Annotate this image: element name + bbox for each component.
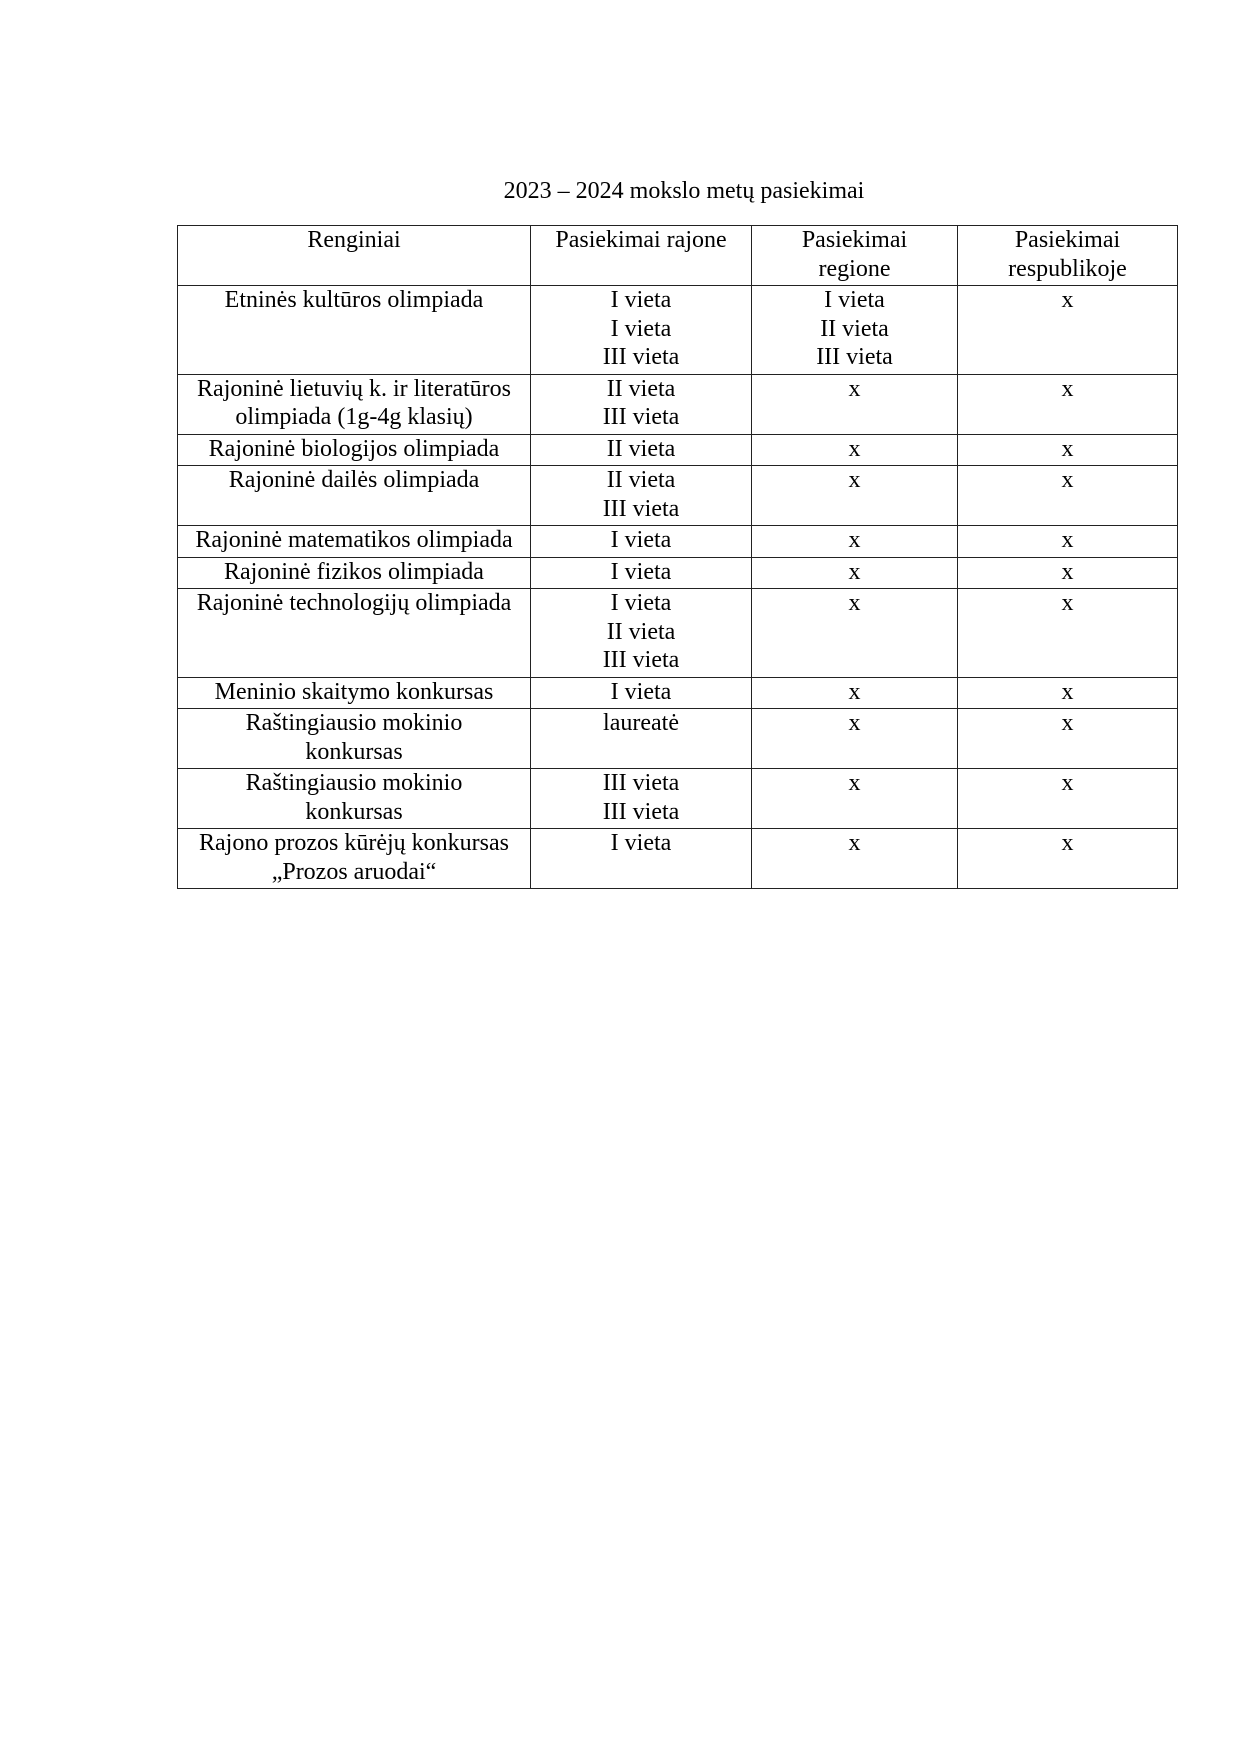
cell-line: respublikoje: [1008, 255, 1127, 282]
region-result-cell: [752, 286, 958, 375]
cell-line: III vieta: [602, 770, 680, 796]
region-result-cell: [752, 374, 958, 434]
event-cell: [178, 677, 531, 709]
cell-line: x: [848, 590, 861, 616]
cell-line: II vieta: [820, 315, 889, 342]
republic-result-cell: [958, 677, 1178, 709]
event-cell: [178, 434, 531, 466]
cell-line: Meninio skaitymo konkursas: [214, 678, 494, 705]
cell-line: Etninės kultūros olimpiada: [224, 287, 484, 313]
district-result-cell: [531, 434, 752, 466]
republic-result-cell: [958, 829, 1178, 889]
district-result-cell: [531, 829, 752, 889]
cell-line: I vieta: [610, 590, 672, 616]
district-result-cell: [531, 286, 752, 375]
table-body: [178, 286, 1178, 889]
event-cell: [178, 557, 531, 589]
table-row: [178, 434, 1178, 466]
event-cell: [178, 374, 531, 434]
cell-line: x: [848, 435, 861, 462]
table-row: [178, 709, 1178, 769]
cell-line: III vieta: [602, 798, 680, 825]
cell-line: olimpiada (1g-4g klasių): [235, 404, 473, 430]
region-result-cell: [752, 677, 958, 709]
district-result-cell: [531, 374, 752, 434]
region-result-cell: [752, 769, 958, 829]
cell-line: III vieta: [602, 647, 680, 673]
event-cell: [178, 286, 531, 375]
cell-line: x: [848, 770, 861, 796]
table-header: [178, 226, 1178, 286]
republic-result-cell: [958, 286, 1178, 375]
district-result-cell: [531, 557, 752, 589]
cell-line: Pasiekimai: [1014, 227, 1121, 253]
event-cell: [178, 709, 531, 769]
cell-line: regione: [818, 255, 891, 282]
republic-result-cell: [958, 557, 1178, 589]
region-result-cell: [752, 557, 958, 589]
cell-line: x: [1061, 590, 1074, 616]
table-row: [178, 526, 1178, 558]
region-result-cell: [752, 589, 958, 678]
republic-result-cell: [958, 526, 1178, 558]
district-result-cell: [531, 589, 752, 678]
cell-line: „Prozos aruodai“: [271, 858, 437, 885]
cell-line: I vieta: [610, 558, 672, 585]
cell-line: x: [848, 678, 861, 705]
cell-line: Renginiai: [307, 227, 401, 253]
district-result-cell: [531, 709, 752, 769]
cell-line: x: [848, 527, 861, 553]
cell-line: Rajoninė fizikos olimpiada: [224, 558, 484, 585]
cell-line: III vieta: [816, 344, 893, 370]
cell-line: I vieta: [610, 287, 672, 313]
cell-line: x: [848, 558, 861, 585]
cell-line: Rajoninė biologijos olimpiada: [208, 435, 500, 462]
table-row: [178, 286, 1178, 375]
cell-line: I vieta: [610, 830, 672, 856]
cell-line: Rajoninė dailės olimpiada: [228, 467, 480, 493]
table-row: [178, 769, 1178, 829]
event-cell: [178, 769, 531, 829]
cell-line: laureatė: [603, 710, 679, 736]
cell-line: x: [1061, 467, 1074, 493]
region-result-cell: [752, 829, 958, 889]
region-result-cell: [752, 709, 958, 769]
cell-line: x: [1061, 558, 1074, 585]
cell-line: x: [1061, 710, 1074, 736]
cell-line: x: [848, 830, 861, 856]
cell-line: II vieta: [606, 467, 676, 493]
cell-line: konkursas: [305, 798, 403, 825]
table-row: [178, 374, 1178, 434]
republic-result-cell: [958, 466, 1178, 526]
region-result-cell: [752, 526, 958, 558]
cell-line: x: [1061, 830, 1074, 856]
event-cell: [178, 829, 531, 889]
event-cell: [178, 466, 531, 526]
cell-line: III vieta: [602, 404, 680, 430]
cell-line: III vieta: [602, 495, 680, 522]
cell-line: II vieta: [606, 375, 676, 402]
cell-line: Pasiekimai rajone: [555, 227, 727, 253]
header-district: [531, 226, 752, 286]
cell-line: I vieta: [610, 527, 672, 553]
cell-line: I vieta: [610, 315, 672, 342]
cell-line: II vieta: [606, 618, 676, 645]
header-region: [752, 226, 958, 286]
header-row: [178, 226, 1178, 286]
table-row: [178, 829, 1178, 889]
table-row: [178, 466, 1178, 526]
cell-line: II vieta: [606, 435, 676, 462]
cell-line: x: [848, 375, 861, 402]
district-result-cell: [531, 526, 752, 558]
cell-line: Rajoninė matematikos olimpiada: [195, 527, 513, 553]
table-row: [178, 677, 1178, 709]
cell-line: Raštingiausio mokinio: [245, 770, 463, 796]
cell-line: konkursas: [305, 738, 403, 765]
cell-line: Rajoninė lietuvių k. ir literatūros: [197, 375, 511, 402]
cell-line: x: [1061, 287, 1074, 313]
cell-line: x: [1061, 435, 1074, 462]
cell-line: Rajoninė technologijų olimpiada: [196, 590, 512, 616]
cell-line: Raštingiausio mokinio: [245, 710, 463, 736]
page-title: 2023 – 2024 mokslo metų pasiekimai: [503, 178, 865, 204]
achievements-table: [177, 225, 1178, 889]
republic-result-cell: [958, 434, 1178, 466]
cell-line: x: [1061, 375, 1074, 402]
republic-result-cell: [958, 709, 1178, 769]
cell-line: III vieta: [602, 344, 680, 370]
table-row: [178, 589, 1178, 678]
table-row: [178, 557, 1178, 589]
cell-line: x: [1061, 678, 1074, 705]
district-result-cell: [531, 466, 752, 526]
region-result-cell: [752, 434, 958, 466]
event-cell: [178, 526, 531, 558]
district-result-cell: [531, 677, 752, 709]
cell-line: I vieta: [824, 287, 885, 313]
cell-line: x: [1061, 770, 1074, 796]
header-republic: [958, 226, 1178, 286]
cell-line: I vieta: [610, 678, 672, 705]
region-result-cell: [752, 466, 958, 526]
cell-line: Rajono prozos kūrėjų konkursas: [199, 830, 509, 856]
republic-result-cell: [958, 769, 1178, 829]
republic-result-cell: [958, 589, 1178, 678]
district-result-cell: [531, 769, 752, 829]
republic-result-cell: [958, 374, 1178, 434]
cell-line: Pasiekimai: [801, 227, 908, 253]
cell-line: x: [1061, 527, 1074, 553]
event-cell: [178, 589, 531, 678]
cell-line: x: [848, 467, 861, 493]
cell-line: x: [848, 710, 861, 736]
header-events: [178, 226, 531, 286]
